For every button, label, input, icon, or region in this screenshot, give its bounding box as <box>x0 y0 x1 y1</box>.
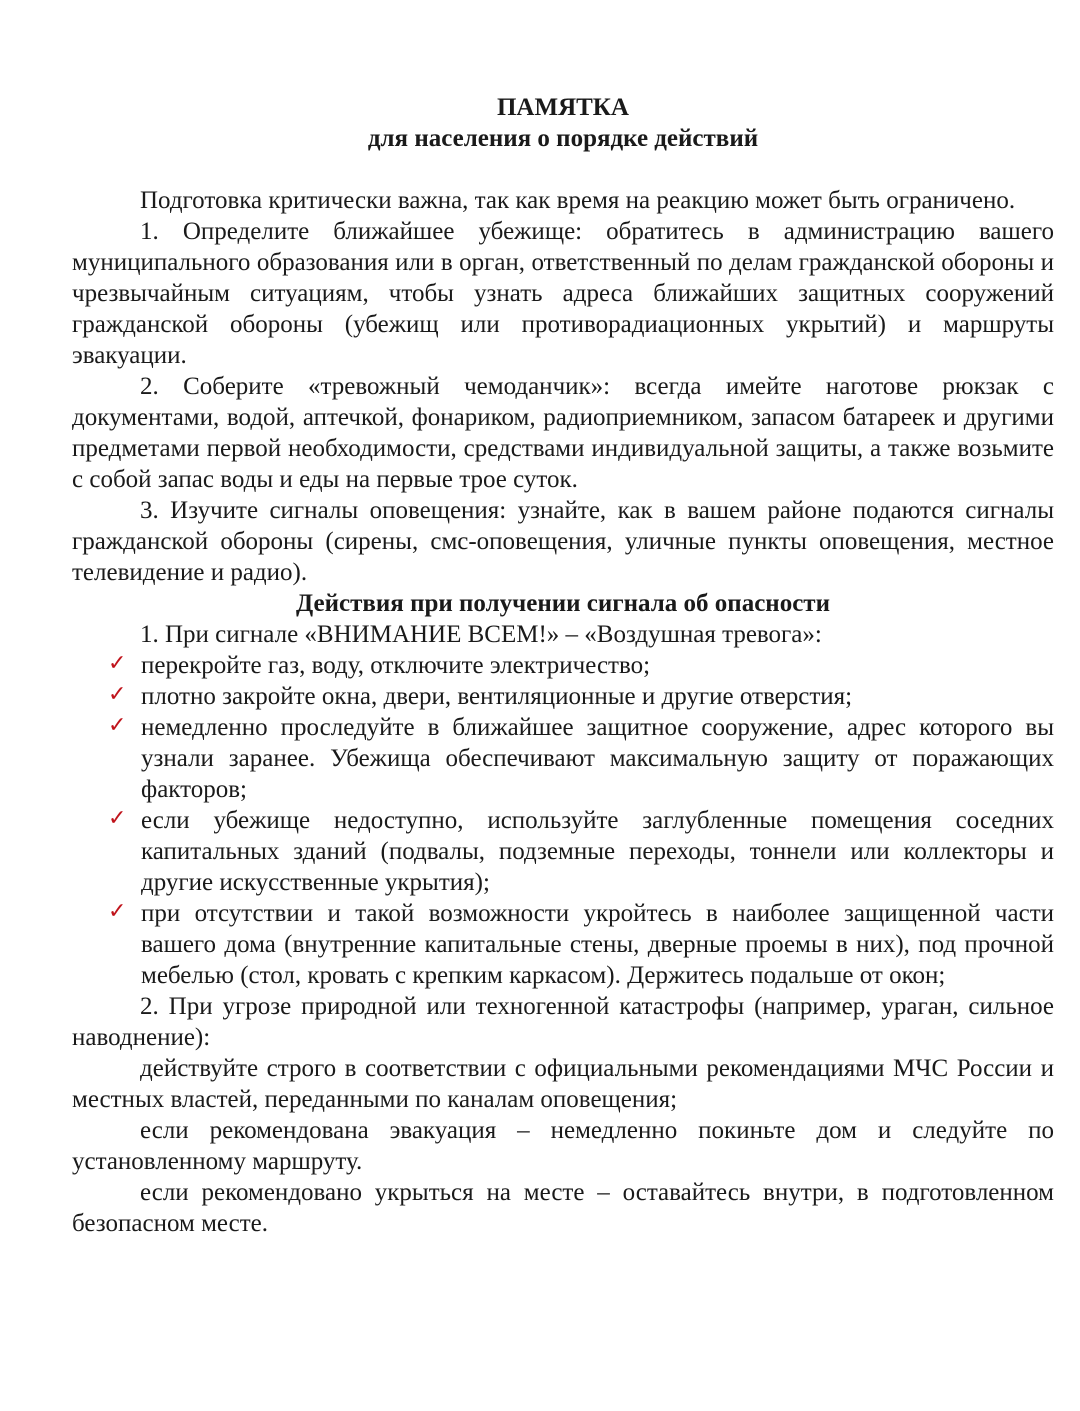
check-icon: ✓ <box>108 899 127 924</box>
checklist-item-text: плотно закройте окна, двери, вентиляционные и другие отверстия; <box>141 683 853 710</box>
document-subtitle: для населения о порядке действий <box>367 125 759 152</box>
checklist-item-text: при отсутствии и такой возможности укройтесь в наиболее защищенной части вашего дома (внутренние капитальные стены, дверные проемы в них), под прочной мебелью (стол, кровать с крепким каркасом). Держитесь подальше от окон; <box>141 900 1054 989</box>
disaster-item: 2. При угрозе природной или техногенной катастрофы (например, ураган, сильное наводнение): <box>72 993 1054 1051</box>
checklist <box>72 650 1054 991</box>
checklist-item <box>72 681 1054 712</box>
intro-paragraph: Подготовка критически важна, так как время на реакцию может быть ограничено. <box>140 187 1016 214</box>
checklist-item-text: перекройте газ, воду, отключите электричество; <box>141 652 651 679</box>
disaster-paragraph: если рекомендована эвакуация – немедленно покиньте дом и следуйте по установленному маршруту. <box>72 1117 1054 1175</box>
document-page <box>72 92 1054 1239</box>
disaster-paragraph: если рекомендовано укрыться на месте – оставайтесь внутри, в подготовленном безопасном месте. <box>72 1179 1054 1237</box>
checklist-item-text: если убежище недоступно, используйте заглубленные помещения соседних капитальных зданий (подвалы, подземные переходы, тоннели или коллекторы и другие искусственные укрытия); <box>141 807 1054 896</box>
checklist-item <box>72 898 1054 991</box>
check-icon: ✓ <box>108 806 127 831</box>
signal-item: 1. При сигнале «ВНИМАНИЕ ВСЕМ!» – «Воздушная тревога»: <box>140 621 822 648</box>
check-icon: ✓ <box>108 713 127 738</box>
document-title: ПАМЯТКА <box>496 94 629 121</box>
checklist-item <box>72 650 1054 681</box>
prep-item-shelter: 1. Определите ближайшее убежище: обратитесь в администрацию вашего муниципального образования или в орган, ответственный по делам гражданской обороны и чрезвычайным ситуациям, чтобы узнать адреса ближайших защитных сооружений гражданской обороны (убежищ или противорадиационных укрытий) и маршруты эвакуации. <box>72 218 1054 369</box>
checklist-item <box>72 805 1054 898</box>
prep-item-emergency-kit: 2. Соберите «тревожный чемоданчик»: всегда имейте наготове рюкзак с документами, водой, аптечкой, фонариком, радиоприемником, запасом батареек и другими предметами первой необходимости, средствами индивидуальной защиты, а также возьмите с собой запас воды и еды на первые трое суток. <box>72 373 1054 493</box>
check-icon: ✓ <box>108 651 127 676</box>
check-icon: ✓ <box>108 682 127 707</box>
checklist-item <box>72 712 1054 805</box>
disaster-paragraph: действуйте строго в соответствии с официальными рекомендациями МЧС России и местных властей, переданными по каналам оповещения; <box>72 1055 1054 1113</box>
checklist-item-text: немедленно проследуйте в ближайшее защитное сооружение, адрес которого вы узнали заранее. Убежища обеспечивают максимальную защиту от поражающих факторов; <box>141 714 1054 803</box>
prep-item-signals: 3. Изучите сигналы оповещения: узнайте, как в вашем районе подаются сигналы гражданской обороны (сирены, смс-оповещения, уличные пункты оповещения, местное телевидение и радио). <box>72 497 1054 586</box>
section-heading: Действия при получении сигнала об опасности <box>296 590 830 617</box>
